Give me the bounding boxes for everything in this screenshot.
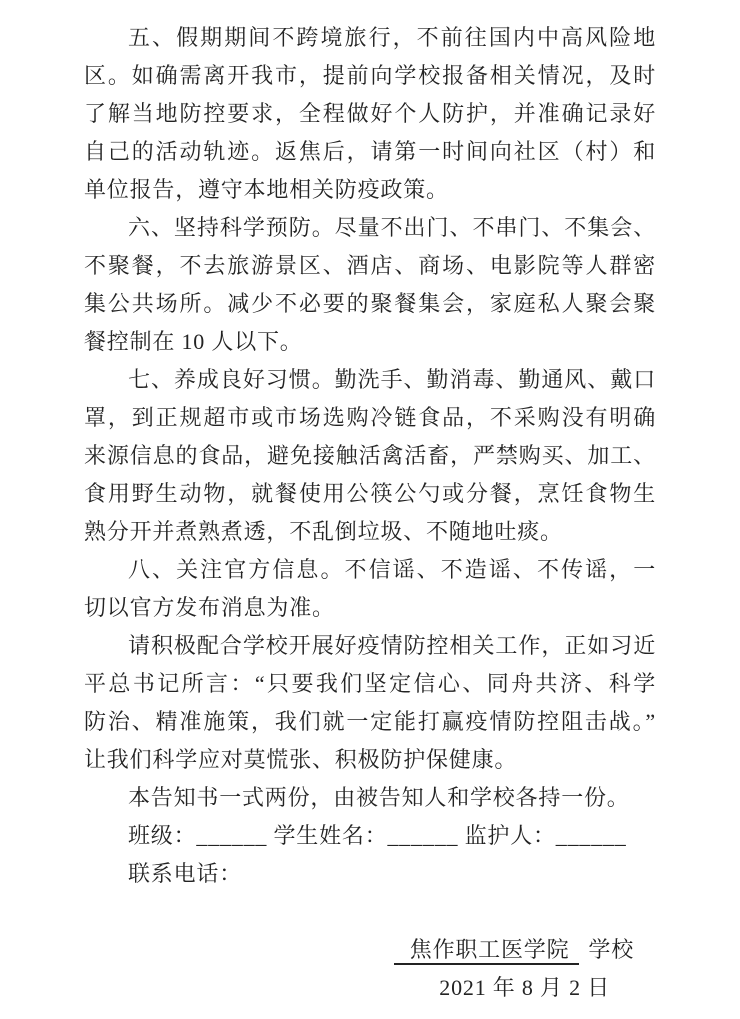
doc-line-quote-4: 让我们科学应对莫慌张、积极防护保健康。 (84, 747, 518, 772)
doc-line-copies: 本告知书一式两份，由被告知人和学校各持一份。 (128, 785, 630, 810)
doc-line-item7-3: 来源信息的食品，避免接触活禽活畜，严禁购买、加工、 (84, 443, 656, 468)
doc-line-quote-2: 平总书记所言：“只要我们坚定信心、同舟共济、科学 (84, 671, 656, 696)
doc-line-item7-1: 七、养成良好习惯。勤洗手、勤消毒、勤通风、戴口 (128, 367, 656, 392)
doc-line-item8-1: 八、关注官方信息。不信谣、不造谣、不传谣，一 (128, 557, 656, 582)
doc-line-item6-4: 餐控制在 10 人以下。 (84, 329, 303, 354)
doc-line-fill-in-blanks: 班级：______ 学生姓名：______ 监护人：______ (128, 823, 627, 848)
doc-line-phone: 联系电话： (128, 861, 243, 886)
date-line: 2021 年 8 月 2 日 (439, 975, 610, 1000)
doc-line-item5-3: 了解当地防控要求，全程做好个人防护，并准确记录好 (84, 101, 656, 126)
doc-line-item6-1: 六、坚持科学预防。尽量不出门、不串门、不集会、 (128, 215, 656, 240)
doc-line-item7-2: 罩，到正规超市或市场选购冷链食品，不采购没有明确 (84, 405, 656, 430)
school-suffix-label: 学校 (588, 937, 634, 962)
doc-line-item7-5: 熟分开并煮熟煮透，不乱倒垃圾、不随地吐痰。 (84, 519, 563, 544)
doc-line-item5-1: 五、假期期间不跨境旅行，不前往国内中高风险地 (128, 25, 656, 50)
doc-line-item5-5: 单位报告，遵守本地相关防疫政策。 (84, 177, 449, 202)
doc-line-item6-3: 集公共场所。减少不必要的聚餐集会，家庭私人聚会聚 (84, 291, 656, 316)
signature-line (84, 931, 656, 969)
doc-line-quote-1: 请积极配合学校开展好疫情防控相关工作，正如习近 (128, 633, 656, 658)
doc-line-item5-4: 自己的活动轨迹。返焦后，请第一时间向社区（村）和 (84, 139, 656, 164)
blank-line (84, 893, 656, 931)
doc-line-quote-3: 防治、精准施策，我们就一定能打赢疫情防控阻击战。” (84, 709, 656, 734)
doc-line-item6-2: 不聚餐，不去旅游景区、酒店、商场、电影院等人群密 (84, 253, 656, 278)
doc-line-item8-2: 切以官方发布消息为准。 (84, 595, 335, 620)
notice-body (84, 19, 656, 1007)
doc-line-item7-4: 食用野生动物，就餐使用公筷公勺或分餐，烹饪食物生 (84, 481, 656, 506)
school-name-underlined: 焦作职工医学院 (394, 937, 580, 965)
doc-line-item5-2: 区。如确需离开我市，提前向学校报备相关情况，及时 (84, 63, 656, 88)
